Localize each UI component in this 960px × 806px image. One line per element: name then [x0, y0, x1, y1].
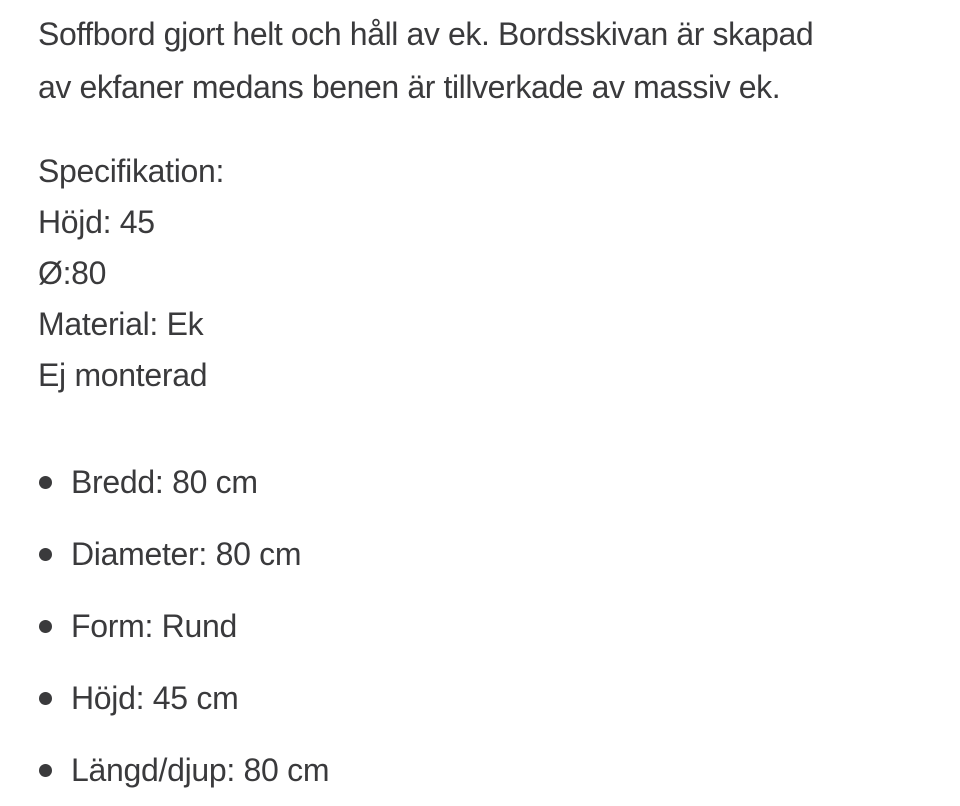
list-item — [38, 518, 936, 590]
list-item — [38, 662, 936, 734]
attribute-length-depth: Längd/djup: 80 cm — [71, 751, 330, 788]
bullet-icon — [39, 620, 52, 633]
product-description — [38, 8, 936, 114]
attribute-shape: Form: Rund — [71, 607, 237, 644]
description-line: Soffbord gjort helt och håll av ek. Bordsskivan är skapad — [38, 16, 814, 52]
product-attributes-list — [38, 446, 936, 806]
attribute-width: Bredd: 80 cm — [71, 463, 258, 500]
spec-assembly: Ej monterad — [38, 357, 208, 393]
bullet-icon — [39, 764, 52, 777]
description-line: av ekfaner medans benen är tillverkade av massiv ek. — [38, 69, 781, 105]
specification-heading: Specifikation: — [38, 153, 225, 189]
attribute-height: Höjd: 45 cm — [71, 679, 239, 716]
specification-block — [38, 146, 936, 401]
bullet-icon — [39, 476, 52, 489]
bullet-icon — [39, 548, 52, 561]
spec-height: Höjd: 45 — [38, 204, 155, 240]
spec-diameter: Ø:80 — [38, 255, 107, 291]
spec-material: Material: Ek — [38, 306, 204, 342]
attribute-diameter: Diameter: 80 cm — [71, 535, 302, 572]
list-item — [38, 446, 936, 518]
bullet-icon — [39, 692, 52, 705]
list-item — [38, 590, 936, 662]
list-item — [38, 734, 936, 806]
